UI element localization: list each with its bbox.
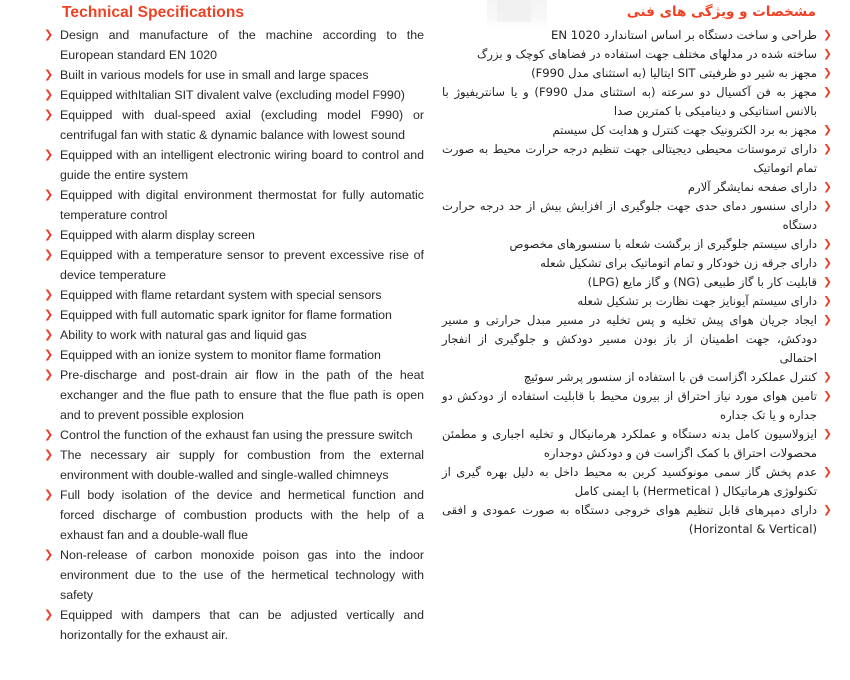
chevron-right-icon: ❯ — [44, 608, 54, 621]
english-spec-item-text: Equipped with an ionize system to monitor flame formation — [60, 348, 381, 362]
chevron-right-icon: ❯ — [44, 228, 54, 241]
chevron-right-icon: ❯ — [44, 328, 54, 341]
chevron-right-icon: ❯ — [44, 188, 54, 201]
persian-spec-item — [442, 311, 832, 368]
english-spec-item-text: Pre-discharge and post-drain air flow in the path of the heat exchanger and the flue path to ensure that the flue path is open and to prevent possible explosion — [60, 368, 424, 422]
chevron-right-icon: ❯ — [823, 295, 832, 307]
english-spec-item-text: Equipped with an intelligent electronic wiring board to control and guide the entire system — [60, 148, 424, 182]
persian-spec-item-text: ساخته شده در مدلهای مختلف جهت استفاده در فضاهای کوچک و بزرگ — [477, 47, 817, 61]
english-spec-item-text: Equipped withItalian SIT divalent valve (excluding model F990) — [60, 88, 405, 102]
persian-spec-item-text: قابلیت کار با گاز طبیعی (NG) و گاز مایع (LPG) — [587, 275, 817, 289]
chevron-right-icon: ❯ — [823, 181, 832, 193]
english-spec-item-text: Equipped with a temperature sensor to prevent excessive rise of device temperature — [60, 248, 424, 282]
persian-spec-item — [442, 83, 832, 121]
persian-spec-item — [442, 121, 832, 140]
chevron-right-icon: ❯ — [44, 88, 54, 101]
persian-spec-item-text: دارای سیستم آیونایز جهت نظارت بر تشکیل شعله — [577, 294, 817, 308]
persian-spec-item — [442, 45, 832, 64]
chevron-right-icon: ❯ — [823, 86, 832, 98]
persian-spec-item — [442, 292, 832, 311]
chevron-right-icon: ❯ — [823, 143, 832, 155]
chevron-right-icon: ❯ — [823, 29, 832, 41]
persian-spec-item-text: طراحی و ساخت دستگاه بر اساس استاندارد EN 1020 — [551, 28, 817, 42]
persian-spec-item — [442, 26, 832, 45]
persian-specifications-column — [442, 0, 832, 539]
english-spec-item — [44, 25, 424, 65]
chevron-right-icon: ❯ — [823, 390, 832, 402]
english-spec-item-text: Equipped with dual-speed axial (excluding model F990) or centrifugal fan with static & dynamic balance with lowest sound — [60, 108, 424, 142]
chevron-right-icon: ❯ — [44, 68, 54, 81]
persian-spec-item-text: ایجاد جریان هوای پیش تخلیه و پس تخلیه در مسیر مبدل حرارتی و مسیر دودکش، جهت اطمینان از باز بودن مسیر دودکش و جلوگیری از انفجار احتمالی — [442, 313, 817, 365]
chevron-right-icon: ❯ — [823, 314, 832, 326]
english-spec-item — [44, 245, 424, 285]
persian-spec-item-text: مجهز به شیر دو ظرفیتی SIT ایتالیا (به استثنای مدل F990) — [531, 66, 817, 80]
persian-spec-item — [442, 273, 832, 292]
persian-spec-item — [442, 501, 832, 539]
persian-spec-item-text: دارای سیستم جلوگیری از برگشت شعله با سنسورهای مخصوص — [509, 237, 817, 251]
chevron-right-icon: ❯ — [823, 276, 832, 288]
persian-spec-item-text: دارای دمپرهای قابل تنظیم هوای خروجی دستگاه به صورت عمودی و افقی (Horizontal & Vertical) — [442, 503, 817, 536]
persian-specifications-list — [442, 26, 832, 539]
persian-spec-item-text: دارای سنسور دمای حدی جهت جلوگیری از افزایش بیش از حد درجه حرارت دستگاه — [442, 199, 817, 232]
english-spec-item — [44, 285, 424, 305]
persian-spec-item — [442, 140, 832, 178]
chevron-right-icon: ❯ — [44, 288, 54, 301]
english-section-title: Technical Specifications — [62, 4, 245, 21]
english-spec-item — [44, 545, 424, 605]
persian-spec-item — [442, 463, 832, 501]
english-spec-item-text: Equipped with alarm display screen — [60, 228, 255, 242]
english-spec-item — [44, 85, 424, 105]
english-spec-item-text: Built in various models for use in small and large spaces — [60, 68, 369, 82]
english-spec-item-text: Equipped with flame retardant system with special sensors — [60, 288, 382, 302]
english-spec-item — [44, 485, 424, 545]
chevron-right-icon: ❯ — [823, 504, 832, 516]
chevron-right-icon: ❯ — [823, 257, 832, 269]
chevron-right-icon: ❯ — [823, 466, 832, 478]
persian-spec-item — [442, 64, 832, 83]
persian-spec-item — [442, 197, 832, 235]
chevron-right-icon: ❯ — [823, 371, 832, 383]
english-specifications-list — [44, 25, 424, 645]
english-spec-item — [44, 605, 424, 645]
english-spec-item — [44, 145, 424, 185]
english-spec-item — [44, 185, 424, 225]
english-spec-item-text: The necessary air supply for combustion from the external environment with double-walled and single-walled chimneys — [60, 448, 424, 482]
english-spec-item-text: Equipped with full automatic spark ignitor for flame formation — [60, 308, 392, 322]
persian-section-title: مشخصات و ویژگی های فنی — [626, 4, 816, 20]
persian-spec-item-text: کنترل عملکرد اگزاست فن با استفاده از سنسور پرشر سوئیچ — [523, 370, 817, 384]
chevron-right-icon: ❯ — [823, 48, 832, 60]
chevron-right-icon: ❯ — [44, 108, 54, 121]
persian-spec-item — [442, 387, 832, 425]
english-spec-item — [44, 65, 424, 85]
chevron-right-icon: ❯ — [44, 548, 54, 561]
english-spec-item — [44, 305, 424, 325]
persian-spec-item — [442, 368, 832, 387]
persian-spec-item-text: ایزولاسیون کامل بدنه دستگاه و عملکرد هرمانیکال و تخلیه اجباری و مطمئن محصولات احتراق با کمک اگزاست فن و دودکش دوجداره — [442, 427, 817, 460]
persian-spec-item — [442, 235, 832, 254]
english-spec-item-text: Equipped with digital environment thermostat for fully automatic temperature control — [60, 188, 424, 222]
chevron-right-icon: ❯ — [44, 28, 54, 41]
persian-spec-item — [442, 254, 832, 273]
english-spec-item — [44, 445, 424, 485]
english-spec-item-text: Control the function of the exhaust fan using the pressure switch — [60, 428, 413, 442]
english-spec-item-text: Design and manufacture of the machine according to the European standard EN 1020 — [60, 28, 424, 62]
chevron-right-icon: ❯ — [823, 67, 832, 79]
chevron-right-icon: ❯ — [44, 488, 54, 501]
chevron-right-icon: ❯ — [44, 148, 54, 161]
chevron-right-icon: ❯ — [823, 428, 832, 440]
chevron-right-icon: ❯ — [44, 308, 54, 321]
english-spec-item-text: Full body isolation of the device and hermetical function and forced discharge of combustion products with the help of a exhaust fan and a double-wall flue — [60, 488, 424, 542]
english-spec-item-text: Non-release of carbon monoxide poison gas into the indoor environment due to the use of the hermetical technology with safety — [60, 548, 424, 602]
chevron-right-icon: ❯ — [44, 248, 54, 261]
persian-spec-item — [442, 425, 832, 463]
chevron-right-icon: ❯ — [44, 348, 54, 361]
english-spec-item — [44, 105, 424, 145]
chevron-right-icon: ❯ — [44, 428, 54, 441]
english-spec-item — [44, 345, 424, 365]
persian-spec-item-text: دارای جرقه زن خودکار و تمام اتوماتیک برای تشکیل شعله — [540, 256, 817, 270]
persian-spec-item-text: دارای صفحه نمایشگر آلارم — [687, 180, 817, 194]
english-spec-item — [44, 325, 424, 345]
persian-spec-item-text: تامین هوای مورد نیاز احتراق از بیرون محیط با قابلیت استفاده از دودکش دو جداره و یا تک جداره — [442, 389, 817, 422]
chevron-right-icon: ❯ — [44, 368, 54, 381]
persian-spec-item-text: مجهز به فن آکسیال دو سرعته (به استثنای مدل F990) و یا سانتریفیوژ با بالانس استاتیکی و دینامیکی با کمترین صدا — [442, 85, 817, 118]
persian-spec-item-text: عدم پخش گاز سمی مونوکسید کربن به محیط داخل به دلیل بهره گیری از تکنولوژی هرماتیکال ( Hermetical) با ایمنی کامل — [442, 465, 817, 498]
english-spec-item-text: Ability to work with natural gas and liquid gas — [60, 328, 307, 342]
english-specifications-column — [44, 0, 424, 645]
chevron-right-icon: ❯ — [823, 124, 832, 136]
english-spec-item — [44, 225, 424, 245]
chevron-right-icon: ❯ — [823, 200, 832, 212]
chevron-right-icon: ❯ — [823, 238, 832, 250]
persian-spec-item-text: مجهز به برد الکترونیک جهت کنترل و هدایت کل سیستم — [552, 123, 817, 137]
english-spec-item — [44, 425, 424, 445]
persian-spec-item — [442, 178, 832, 197]
persian-spec-item-text: دارای ترموستات محیطی دیجیتالی جهت تنظیم درجه حرارت محیط به صورت تمام اتوماتیک — [442, 142, 817, 175]
chevron-right-icon: ❯ — [44, 448, 54, 461]
english-spec-item-text: Equipped with dampers that can be adjusted vertically and horizontally for the exhaust air. — [60, 608, 424, 642]
english-spec-item — [44, 365, 424, 425]
